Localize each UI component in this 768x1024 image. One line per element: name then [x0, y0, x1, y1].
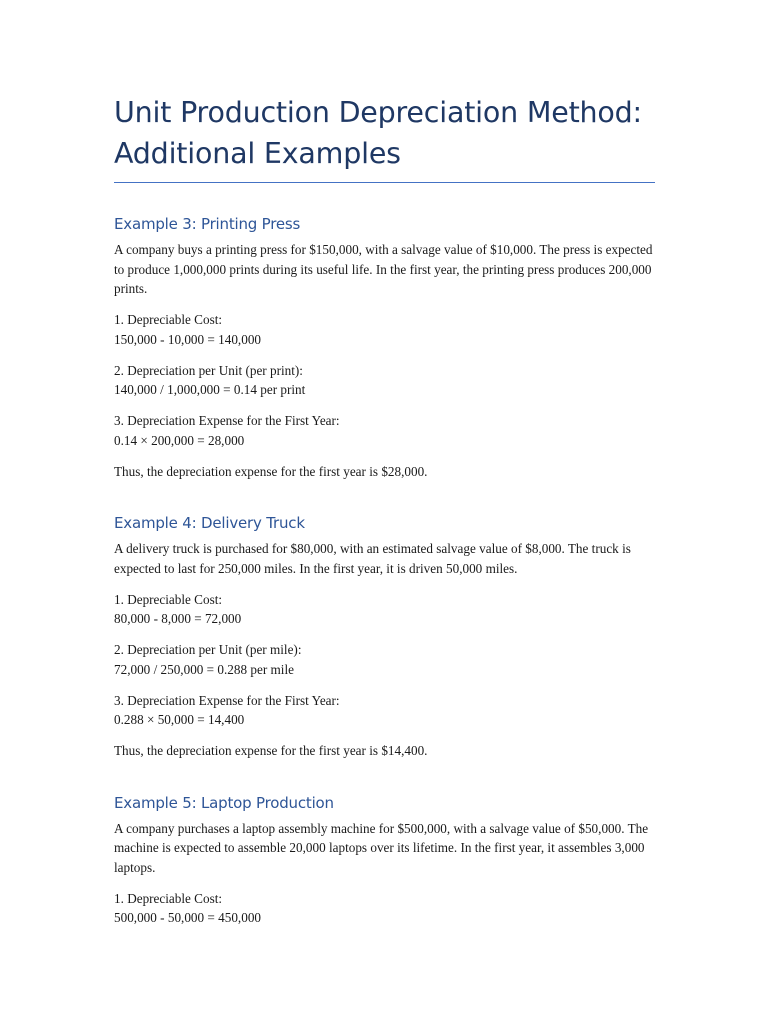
section-heading: Example 4: Delivery Truck — [114, 514, 305, 532]
step-calculation: 72,000 / 250,000 = 0.288 per mile — [114, 661, 294, 677]
step-label: 1. Depreciable Cost: — [114, 312, 223, 327]
step-calculation: 140,000 / 1,000,000 = 0.14 per print — [114, 382, 306, 397]
step-calculation: 0.14 × 200,000 = 28,000 — [114, 432, 245, 448]
page-title — [114, 92, 654, 174]
title-divider — [114, 182, 655, 183]
step-calculation: 150,000 - 10,000 = 140,000 — [114, 331, 262, 347]
intro-paragraph: A company buys a printing press for $150,000, with a salvage value of $10,000. The press is expected to produce 1,000,000 prints during its useful life. In the first year, the printing press produces 200,000 prints. — [114, 242, 653, 296]
section-heading: Example 3: Printing Press — [114, 215, 301, 233]
step-block — [114, 640, 654, 679]
conclusion-paragraph: Thus, the depreciation expense for the first year is $14,400. — [114, 743, 428, 758]
conclusion-paragraph: Thus, the depreciation expense for the first year is $28,000. — [114, 463, 428, 479]
step-label: 1. Depreciable Cost: — [114, 890, 223, 906]
document-page — [114, 92, 654, 939]
title-line-1: Unit Production Depreciation Method: — [114, 96, 642, 129]
step-block — [114, 411, 654, 450]
example-section — [114, 793, 654, 928]
step-label: 3. Depreciation Expense for the First Year: — [114, 413, 340, 428]
step-block — [114, 361, 654, 400]
step-label: 3. Depreciation Expense for the First Year: — [114, 692, 340, 708]
step-label: 1. Depreciable Cost: — [114, 591, 223, 607]
step-block — [114, 691, 654, 730]
step-calculation: 80,000 - 8,000 = 72,000 — [114, 611, 242, 626]
step-block — [114, 590, 654, 629]
step-block — [114, 310, 654, 349]
step-calculation: 500,000 - 50,000 = 450,000 — [114, 910, 262, 925]
example-section — [114, 214, 654, 481]
example-section — [114, 513, 654, 761]
step-calculation: 0.288 × 50,000 = 14,400 — [114, 712, 245, 727]
intro-paragraph: A company purchases a laptop assembly machine for $500,000, with a salvage value of $50,000. The machine is expected to assemble 20,000 laptops over its lifetime. In the first year, it assembles 3,000 laptops. — [114, 820, 649, 875]
title-line-2: Additional Examples — [114, 137, 401, 170]
step-label: 2. Depreciation per Unit (per print): — [114, 362, 303, 378]
step-label: 2. Depreciation per Unit (per mile): — [114, 642, 302, 657]
section-heading: Example 5: Laptop Production — [114, 793, 334, 812]
intro-paragraph: A delivery truck is purchased for $80,000, with an estimated salvage value of $8,000. The truck is expected to last for 250,000 miles. In the first year, it is driven 50,000 miles. — [114, 541, 631, 576]
step-block — [114, 889, 654, 928]
